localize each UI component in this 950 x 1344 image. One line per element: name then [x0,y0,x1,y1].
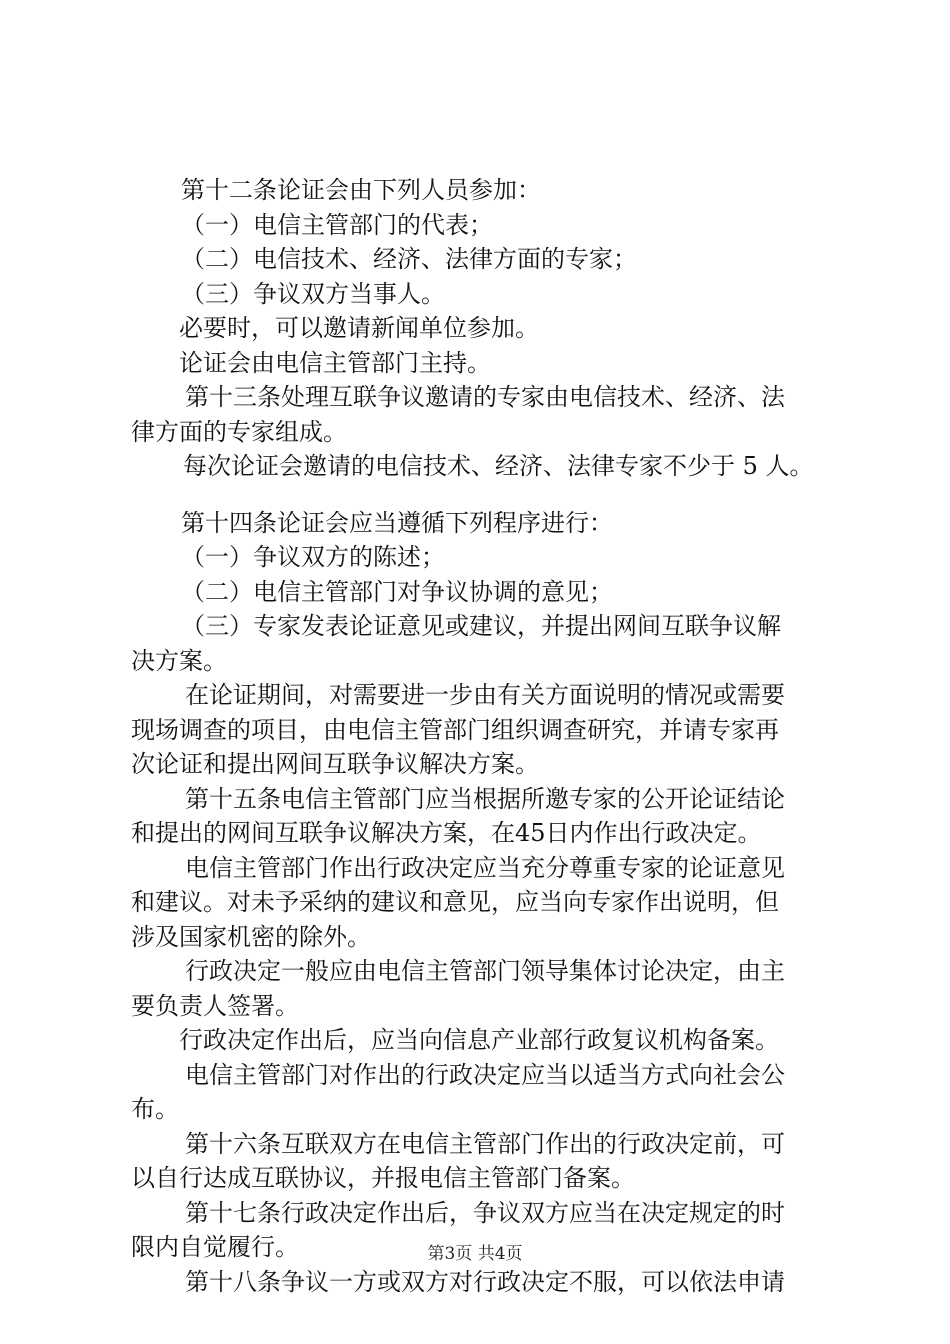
article-15-line: 第十五条电信主管部门应当根据所邀专家的公开论证结论 [185,784,785,813]
paragraph-line: 在论证期间，对需要进一步由有关方面说明的情况或需要 [185,681,785,709]
paragraph-line: 必要时，可以邀请新闻单位参加。 [179,314,539,342]
paragraph-line: 电信主管部门作出行政决定应当充分尊重专家的论证意见 [185,853,785,882]
article-13-line: 第十三条处理互联争议邀请的专家由电信技术、经济、法 [185,383,785,411]
paragraph-line: 决方案。 [131,646,227,675]
paragraph-line: 涉及国家机密的除外。 [131,922,371,951]
paragraph-line: 行政决定一般应由电信主管部门领导集体讨论决定，由主 [185,957,785,985]
list-item: （二）电信技术、经济、法律方面的专家； [181,245,637,273]
article-13-line: 律方面的专家组成。 [131,417,347,446]
article-17-line: 限内自觉履行。 [131,1233,299,1261]
paragraph-line: 要负责人签署。 [131,991,299,1020]
document-body [131,173,841,1299]
paragraph-line: 论证会由电信主管部门主持。 [179,348,491,377]
article-12-heading: 第十二条论证会由下列人员参加： [181,176,541,204]
paragraph-line: 布。 [131,1095,179,1123]
paragraph-line: 行政决定作出后，应当向信息产业部行政复议机构备案。 [179,1026,779,1054]
paragraph-line: 每次论证会邀请的电信技术、经济、法律专家不少于 5 人。 [183,452,814,480]
paragraph-gap [131,484,841,506]
article-16-line: 第十六条互联双方在电信主管部门作出的行政决定前，可 [185,1129,785,1158]
list-item: （二）电信主管部门对争议协调的意见； [181,577,613,606]
paragraph-line: 现场调查的项目，由电信主管部门组织调查研究，并请专家再 [131,715,779,744]
list-item: （三）专家发表论证意见或建议，并提出网间互联争议解 [181,612,781,640]
list-item: （一）争议双方的陈述； [181,543,445,571]
article-16-line: 以自行达成互联协议，并报电信主管部门备案。 [131,1164,635,1192]
paragraph-line: 次论证和提出网间互联争议解决方案。 [131,750,539,778]
list-item: （一）电信主管部门的代表； [181,210,493,239]
paragraph-line: 电信主管部门对作出的行政决定应当以适当方式向社会公 [185,1060,785,1089]
page-number-footer: 第3页 共4页 [427,1244,523,1264]
list-item: （三）争议双方当事人。 [181,279,445,308]
article-17-line: 第十七条行政决定作出后，争议双方应当在决定规定的时 [185,1198,785,1227]
paragraph-line: 和建议。对未予采纳的建议和意见，应当向专家作出说明，但 [131,888,779,916]
article-15-line: 和提出的网间互联争议解决方案，在45日内作出行政决定。 [131,819,762,847]
article-18-line: 第十八条争议一方或双方对行政决定不服，可以依法申请 [185,1267,785,1296]
article-14-heading: 第十四条论证会应当遵循下列程序进行： [181,508,613,537]
